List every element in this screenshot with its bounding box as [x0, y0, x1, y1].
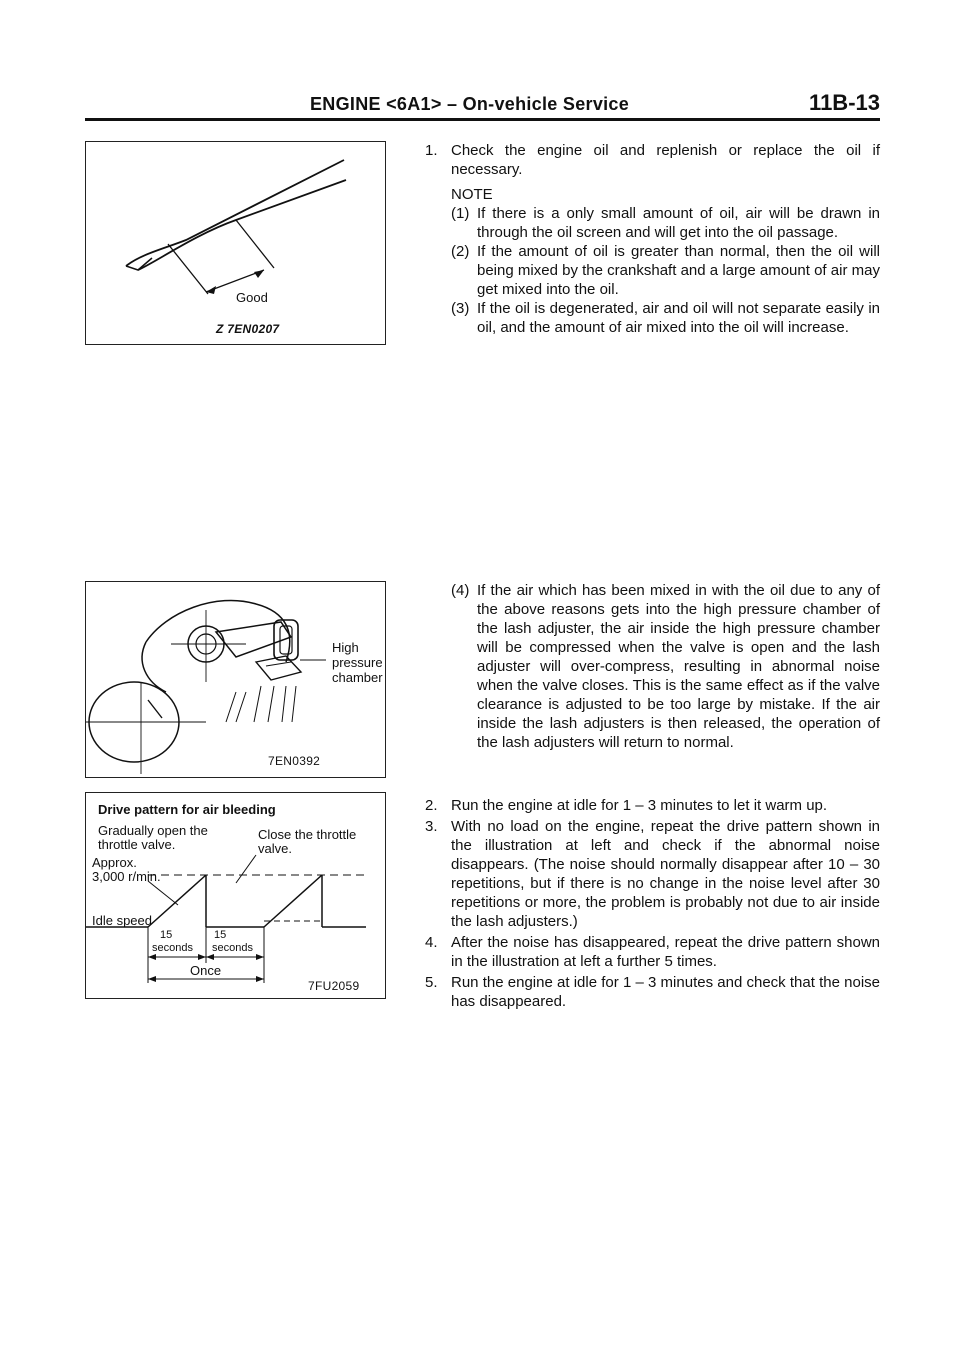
- note-2: (2) If the amount of oil is greater than normal, then the oil will being mixed by the crankshaft and a large amount of air may get mixed into the oil.: [451, 243, 880, 298]
- section-procedure: [425, 796, 880, 1013]
- section-oil-check: [425, 141, 880, 339]
- note-label: NOTE: [451, 186, 493, 203]
- note-1: (1) If there is a only small amount of oil, air will be drawn in through the oil screen and will get into the oil passage.: [451, 205, 880, 241]
- header-title: ENGINE <6A1> – On-vehicle Service: [310, 94, 630, 114]
- idle-speed-label: Idle speed: [92, 913, 152, 928]
- step-3: 3. With no load on the engine, repeat the drive pattern shown in the illustration at left and check if the abnormal noise disappears. (The noise should normally disappear after 10 – 30 repetitions, but if there is no change in the noise level after 30 repetitions or more, the problem is probably not due to air inside the lash adjusters.): [425, 818, 880, 930]
- approx-label-1: Approx.: [92, 855, 137, 870]
- right-caption-1: Close the throttle: [258, 827, 357, 842]
- once-label: Once: [190, 963, 222, 978]
- figure-code: Z 7EN0207: [216, 322, 280, 336]
- seconds-num-1: 15: [160, 929, 173, 941]
- seconds-num-2: 15: [214, 929, 227, 941]
- right-caption-2: valve.: [258, 841, 292, 856]
- drive-pattern-title: Drive pattern for air bleeding: [98, 802, 276, 817]
- header-rule: [85, 118, 880, 121]
- seconds-word-1: seconds: [152, 942, 193, 954]
- good-label: Good: [236, 290, 268, 305]
- figure-lash-adjuster: [85, 581, 386, 778]
- high-pressure-label-3: chamber: [332, 670, 383, 685]
- figure-dipstick: [85, 141, 386, 345]
- left-caption-2: throttle valve.: [98, 837, 176, 852]
- seconds-word-2: seconds: [212, 942, 253, 954]
- step-1: 1. Check the engine oil and replenish or replace the oil if necessary.: [425, 142, 880, 178]
- drive-pattern-graph: [86, 793, 387, 1000]
- figure-drive-pattern: [85, 792, 386, 999]
- figure-code: 7FU2059: [308, 979, 360, 993]
- note-4: (4) If the air which has been mixed in with the oil due to any of the above reasons gets into the high pressure chamber of the lash adjuster, the air inside the high pressure chamber will be compressed when the valve is open and the lash adjuster will over-compress, resulting in abnormal noise when the valve closes. This is the same effect as if the valve clearance is adjusted to be too large by mistake. If the air inside the lash adjusters is then released, the operation of the lash adjusters will return to normal.: [451, 582, 880, 751]
- page-number: 11B-13: [809, 90, 880, 115]
- step-5: 5. Run the engine at idle for 1 – 3 minutes and check that the noise has disappeared.: [425, 974, 880, 1010]
- left-caption-1: Gradually open the: [98, 823, 208, 838]
- approx-label-2: 3,000 r/min.: [92, 869, 161, 884]
- section-air-explanation: [451, 581, 880, 752]
- high-pressure-label-1: High: [332, 640, 359, 655]
- note-block: [425, 185, 880, 337]
- high-pressure-label-2: pressure: [332, 655, 383, 670]
- figure-code: 7EN0392: [268, 754, 321, 768]
- note-3: (3) If the oil is degenerated, air and oil will not separate easily in oil, and the amount of air mixed into the oil will increase.: [451, 300, 880, 336]
- step-2: 2. Run the engine at idle for 1 – 3 minutes to let it warm up.: [425, 797, 828, 814]
- step-4: 4. After the noise has disappeared, repeat the drive pattern shown in the illustration at left a further 5 times.: [425, 934, 880, 970]
- dipstick-illustration: [86, 142, 387, 346]
- page-header: [85, 88, 880, 120]
